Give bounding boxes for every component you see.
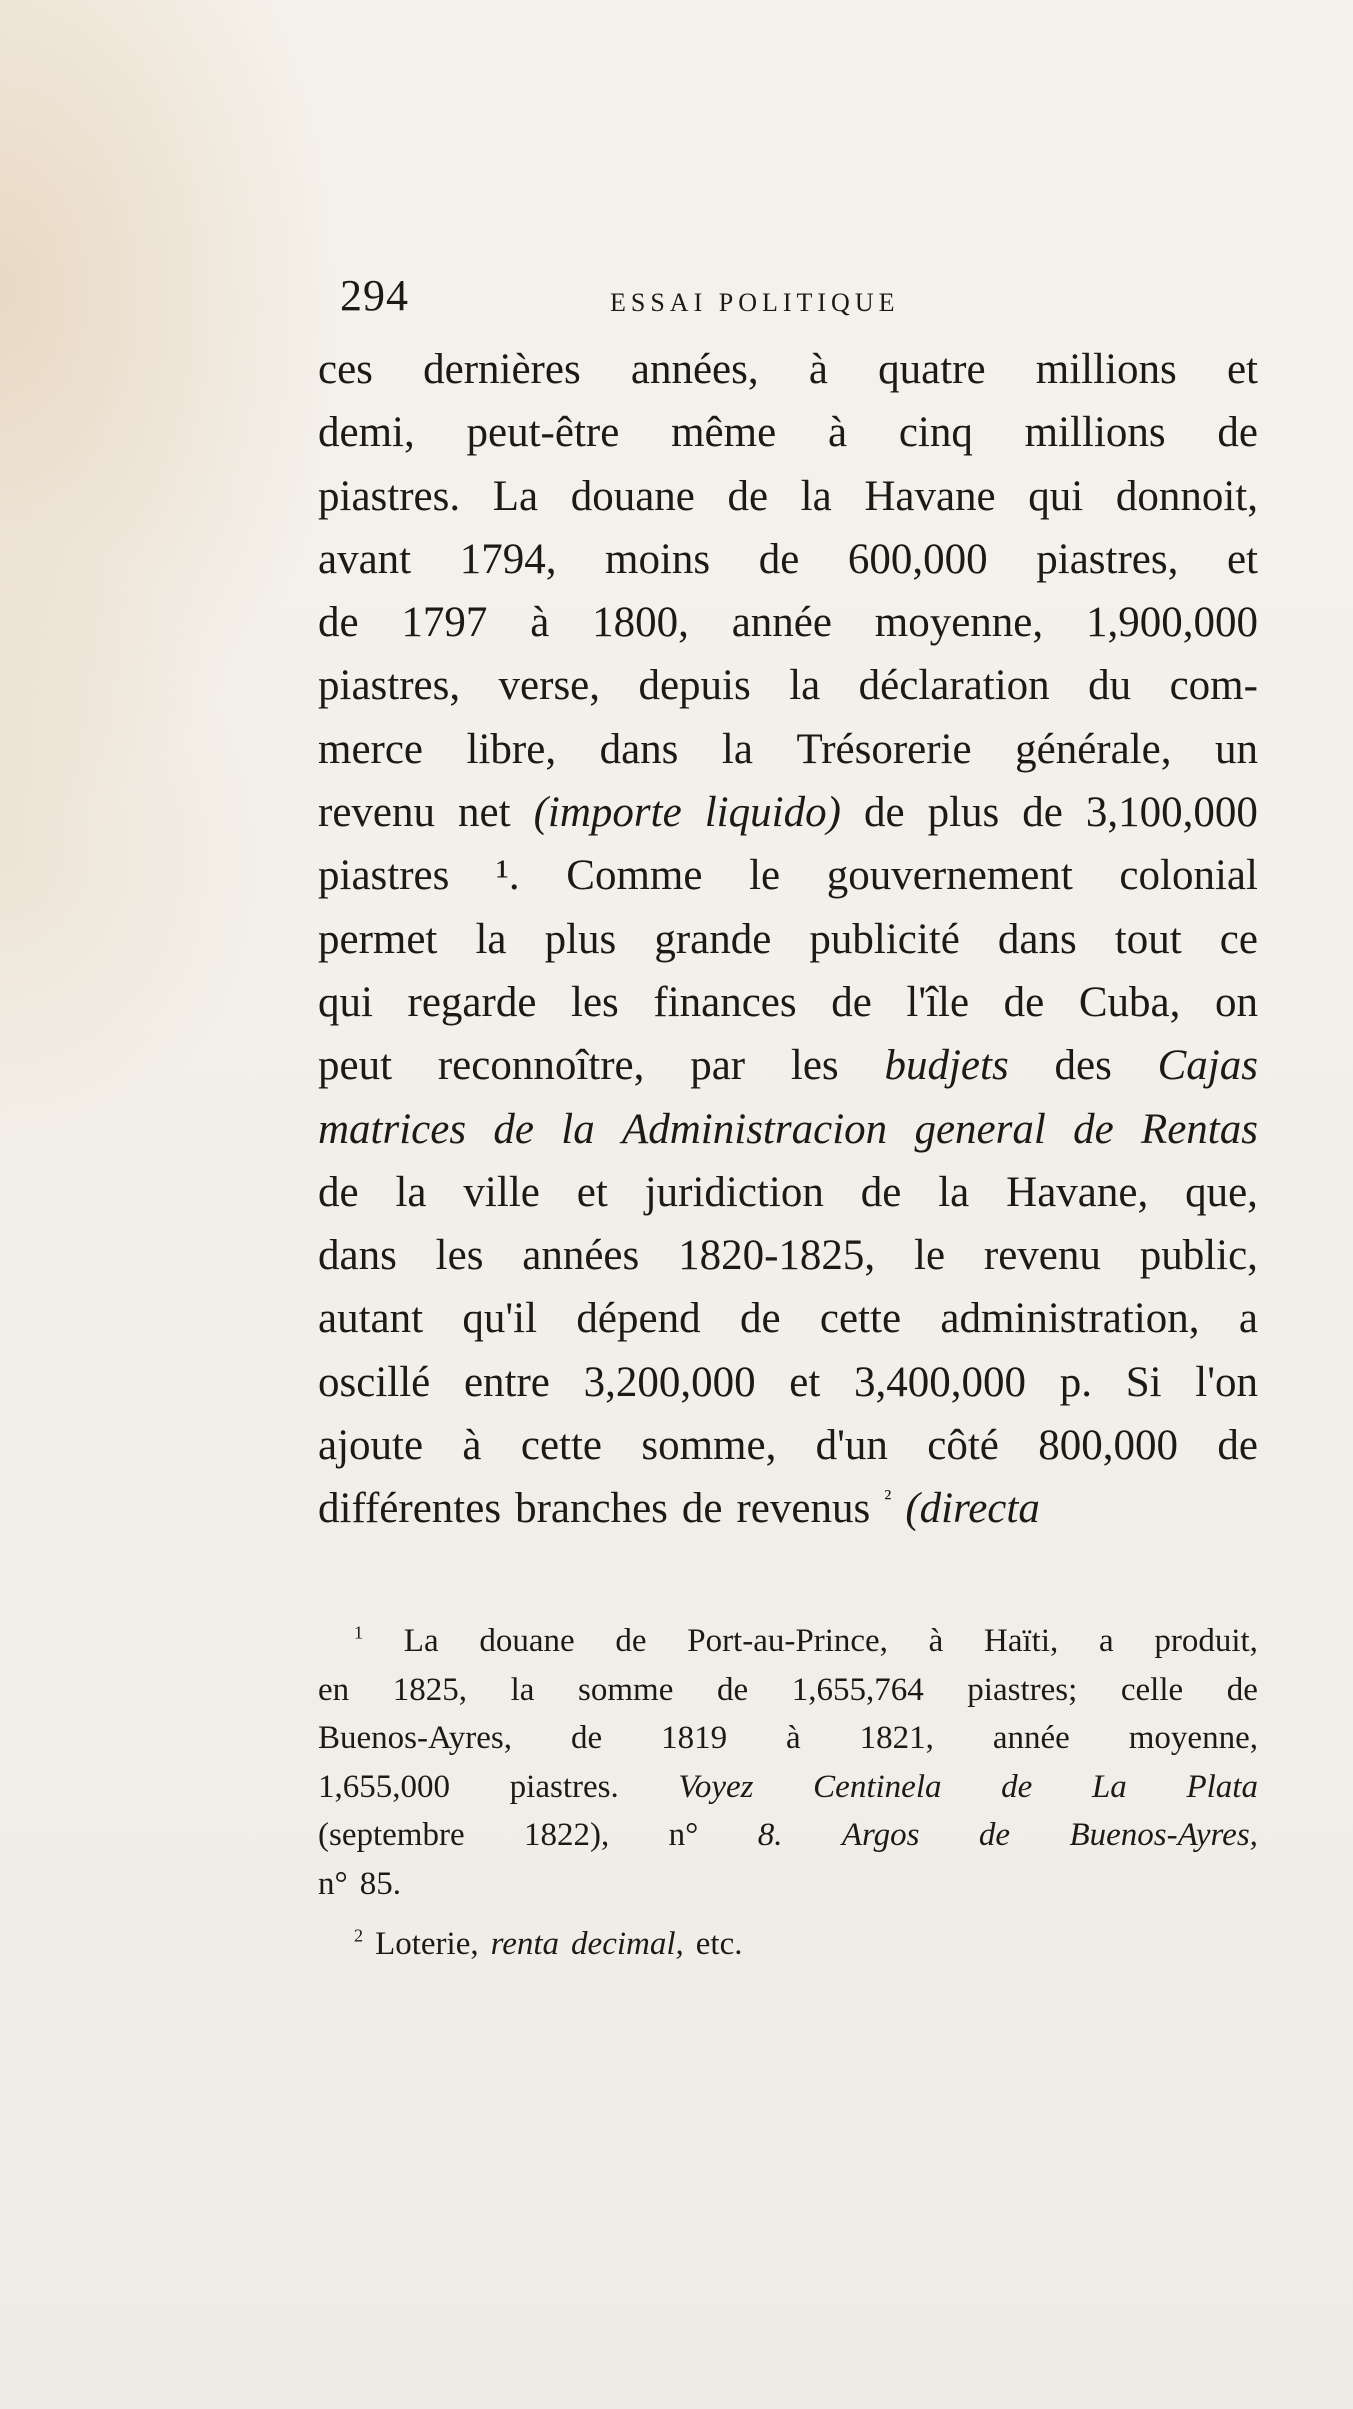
word: la: [721, 725, 753, 773]
word: com-: [1169, 662, 1258, 710]
word: 1825,: [392, 1671, 467, 1708]
word: plus: [927, 789, 1000, 837]
word: budjets: [884, 1042, 1009, 1090]
word: de: [1073, 1105, 1114, 1153]
word: autant: [318, 1295, 424, 1343]
word: différentes: [318, 1485, 502, 1533]
body-line: [318, 1224, 1258, 1287]
word: liquido): [704, 789, 841, 837]
word: administration,: [940, 1295, 1200, 1343]
word: la: [395, 1168, 427, 1216]
footnote-line: [318, 1860, 1258, 1909]
word: Cuba,: [1078, 978, 1181, 1026]
body-line: [318, 1351, 1258, 1414]
word: à: [786, 1720, 801, 1756]
word: ajoute: [318, 1422, 424, 1470]
word: 1794,: [459, 535, 557, 583]
word: la: [510, 1671, 535, 1708]
word: 1,655,764: [791, 1671, 924, 1708]
word: et: [1226, 535, 1258, 583]
word: 8.: [757, 1817, 783, 1853]
word: branches: [515, 1485, 668, 1533]
body-line: [318, 844, 1258, 907]
word: revenu: [318, 789, 435, 837]
word: net: [458, 789, 511, 837]
word: depuis: [638, 662, 751, 710]
word: plus: [544, 915, 617, 963]
word: gouvernement: [826, 852, 1073, 900]
word: à: [462, 1422, 482, 1470]
body-line: [318, 528, 1258, 591]
body-line: [318, 654, 1258, 717]
body-line: [318, 781, 1258, 844]
word: (directa: [905, 1485, 1040, 1533]
word: ce: [1219, 915, 1258, 963]
word: reconnoître,: [437, 1042, 645, 1090]
word: moyenne,: [1128, 1720, 1258, 1756]
word: de: [1217, 409, 1258, 457]
word: 2: [354, 1925, 364, 1946]
word: 600,000: [847, 535, 988, 583]
word: 1819: [661, 1720, 728, 1756]
word: n°: [668, 1817, 699, 1853]
word: piastres;: [967, 1671, 1078, 1708]
word: revenu: [983, 1232, 1101, 1280]
word: matrices: [318, 1105, 467, 1153]
word: verse,: [498, 662, 601, 710]
word: n°: [318, 1865, 348, 1902]
word: Cajas: [1157, 1042, 1258, 1090]
word: générale,: [1015, 725, 1172, 773]
word: Port-au-Prince,: [687, 1623, 888, 1659]
footnote-line: [318, 1714, 1258, 1763]
word: Rentas: [1140, 1105, 1258, 1153]
word: de: [716, 1671, 749, 1708]
word: somme: [578, 1671, 674, 1708]
word: Havane,: [1006, 1168, 1149, 1216]
word: en: [318, 1671, 350, 1708]
word: oscillé: [318, 1358, 431, 1406]
word: de: [318, 599, 359, 647]
word: ces: [318, 346, 373, 393]
word: de: [860, 1168, 902, 1216]
body-line: [318, 1161, 1258, 1224]
body-line: [318, 591, 1258, 654]
word: on: [1214, 978, 1258, 1026]
word: 1820-1825,: [678, 1232, 876, 1280]
running-title: ESSAI POLITIQUE: [610, 288, 900, 317]
word: grande: [654, 915, 772, 963]
word: année: [992, 1720, 1070, 1756]
word: de: [978, 1817, 1011, 1853]
word: de: [493, 1105, 534, 1153]
word: quatre: [878, 346, 986, 393]
word: Comme: [566, 852, 703, 900]
word: le: [914, 1232, 946, 1280]
word: Argos: [841, 1817, 920, 1853]
word: entre: [463, 1358, 550, 1406]
word: et: [1226, 346, 1258, 393]
word: cette: [520, 1422, 603, 1470]
word: celle: [1120, 1671, 1184, 1708]
word: douane: [570, 472, 695, 520]
word: que,: [1185, 1168, 1258, 1216]
word: côté: [927, 1422, 999, 1470]
word: avant: [318, 535, 412, 583]
word: piastres: [318, 852, 450, 900]
body-line: [318, 338, 1258, 401]
word: etc.: [695, 1926, 743, 1962]
word: 1821,: [859, 1720, 934, 1756]
word: (septembre: [318, 1817, 465, 1853]
word: du: [1088, 662, 1132, 710]
word: 1,900,000: [1085, 599, 1258, 647]
word: permet: [318, 915, 438, 963]
page-number: 294: [340, 271, 409, 320]
word: Si: [1125, 1358, 1162, 1406]
word: cette: [819, 1295, 902, 1343]
word: produit,: [1154, 1623, 1258, 1659]
body-line: [318, 1414, 1258, 1477]
word: merce: [318, 725, 424, 773]
word: (importe: [533, 789, 682, 837]
word: de: [863, 789, 905, 837]
word: dernières: [423, 346, 581, 393]
word: de: [681, 1485, 723, 1533]
footnote-line: [318, 1763, 1258, 1812]
word: 3,100,000: [1085, 789, 1258, 837]
word: les: [435, 1232, 484, 1280]
word: juridiction: [644, 1168, 824, 1216]
word: la: [475, 915, 507, 963]
word: Administracion: [621, 1105, 888, 1153]
word: piastres.: [509, 1768, 619, 1805]
body-line: [318, 718, 1258, 781]
word: les: [571, 978, 619, 1026]
word: ²: [884, 1485, 892, 1512]
word: Haïti,: [984, 1623, 1059, 1659]
word: somme,: [641, 1422, 777, 1470]
word: de: [727, 472, 769, 520]
word: à: [530, 599, 550, 647]
word: La: [1091, 1768, 1127, 1805]
word: même: [671, 409, 777, 457]
word: de: [831, 978, 872, 1026]
word: public,: [1139, 1232, 1258, 1280]
page-header: [340, 270, 1260, 330]
word: moyenne,: [874, 599, 1044, 647]
word: de: [1022, 789, 1063, 837]
word: qu'il: [462, 1295, 538, 1343]
word: la: [789, 662, 821, 710]
word: années,: [630, 346, 759, 393]
word: de: [739, 1295, 781, 1343]
word: de: [1001, 1768, 1033, 1805]
word: la: [938, 1168, 970, 1216]
word: dépend: [576, 1295, 701, 1343]
word: a: [1238, 1295, 1258, 1343]
word: La: [492, 472, 539, 520]
word: des: [1054, 1042, 1112, 1090]
word: 3,200,000: [583, 1358, 756, 1406]
word: finances: [653, 978, 797, 1026]
word: de: [1217, 1422, 1258, 1470]
word: 1797: [401, 599, 488, 647]
word: demi,: [318, 409, 415, 457]
word: La: [403, 1623, 439, 1659]
word: de: [318, 1168, 359, 1216]
word: piastres.: [318, 472, 461, 520]
word: Havane: [864, 472, 996, 520]
word: millions: [1024, 409, 1166, 457]
word: 1,655,000: [318, 1768, 450, 1805]
word: par: [690, 1042, 746, 1090]
word: de: [570, 1720, 603, 1756]
word: 1800,: [592, 599, 689, 647]
word: ¹.: [496, 852, 520, 900]
word: un: [1214, 725, 1258, 773]
word: la: [800, 472, 832, 520]
word: l'île: [906, 978, 970, 1026]
word: à: [808, 346, 828, 393]
word: general: [914, 1105, 1046, 1153]
word: a: [1098, 1623, 1114, 1659]
word: publicité: [809, 915, 960, 963]
word: années: [522, 1232, 640, 1280]
word: année: [731, 599, 832, 647]
word: piastres,: [318, 662, 461, 710]
word: la: [561, 1105, 595, 1153]
word: Trésorerie: [796, 725, 972, 773]
body-line: [318, 971, 1258, 1034]
word: 1: [354, 1622, 364, 1643]
word: et: [789, 1358, 821, 1406]
footnote-line: [318, 1920, 1258, 1969]
word: decimal,: [571, 1926, 684, 1962]
word: qui: [318, 978, 373, 1026]
body-line: [318, 1098, 1258, 1161]
word: qui: [1028, 472, 1084, 520]
word: renta: [490, 1926, 560, 1962]
word: Buenos-Ayres,: [1069, 1817, 1258, 1853]
body-line: [318, 908, 1258, 971]
footnote-line: [318, 1811, 1258, 1860]
word: Loterie,: [375, 1926, 479, 1962]
word: le: [749, 852, 781, 900]
word: à: [827, 409, 848, 457]
footnotes: [318, 1617, 1258, 1969]
word: de: [1226, 1671, 1258, 1708]
body-line: [318, 401, 1258, 464]
word: 800,000: [1038, 1422, 1178, 1470]
word: 1822),: [524, 1817, 610, 1853]
word: donnoit,: [1115, 472, 1258, 520]
word: l'on: [1195, 1358, 1258, 1406]
word: et: [576, 1168, 608, 1216]
word: d'un: [815, 1422, 888, 1470]
word: dans: [599, 725, 679, 773]
body-text: [318, 338, 1258, 1541]
word: de: [758, 535, 800, 583]
footnote-gap: [318, 1908, 1258, 1920]
word: les: [790, 1042, 839, 1090]
word: p.: [1059, 1358, 1092, 1406]
word: regarde: [407, 978, 537, 1026]
word: dans: [318, 1232, 397, 1280]
word: peut-être: [466, 409, 620, 457]
word: moins: [605, 535, 711, 583]
word: ville: [463, 1168, 540, 1216]
word: Buenos-Ayres,: [318, 1720, 513, 1756]
word: tout: [1114, 915, 1182, 963]
word: piastres,: [1036, 535, 1179, 583]
word: revenus: [736, 1485, 871, 1533]
word: cinq: [898, 409, 973, 457]
footnote-line: [318, 1666, 1258, 1715]
body-line: [318, 465, 1258, 528]
word: libre,: [466, 725, 557, 773]
word: millions: [1035, 346, 1177, 393]
body-line: [318, 1477, 1258, 1540]
word: de: [615, 1623, 647, 1659]
word: déclaration: [858, 662, 1050, 710]
body-line: [318, 1287, 1258, 1350]
word: à: [928, 1623, 944, 1659]
word: peut: [318, 1042, 393, 1090]
body-line: [318, 1034, 1258, 1097]
word: 85.: [359, 1865, 401, 1902]
word: Voyez: [678, 1768, 754, 1805]
word: douane: [479, 1623, 575, 1659]
word: de: [1003, 978, 1045, 1026]
word: Centinela: [813, 1768, 942, 1805]
word: 3,400,000: [854, 1358, 1027, 1406]
footnote-line: [318, 1617, 1258, 1666]
word: Plata: [1186, 1768, 1258, 1805]
word: dans: [997, 915, 1077, 963]
word: colonial: [1119, 852, 1258, 900]
